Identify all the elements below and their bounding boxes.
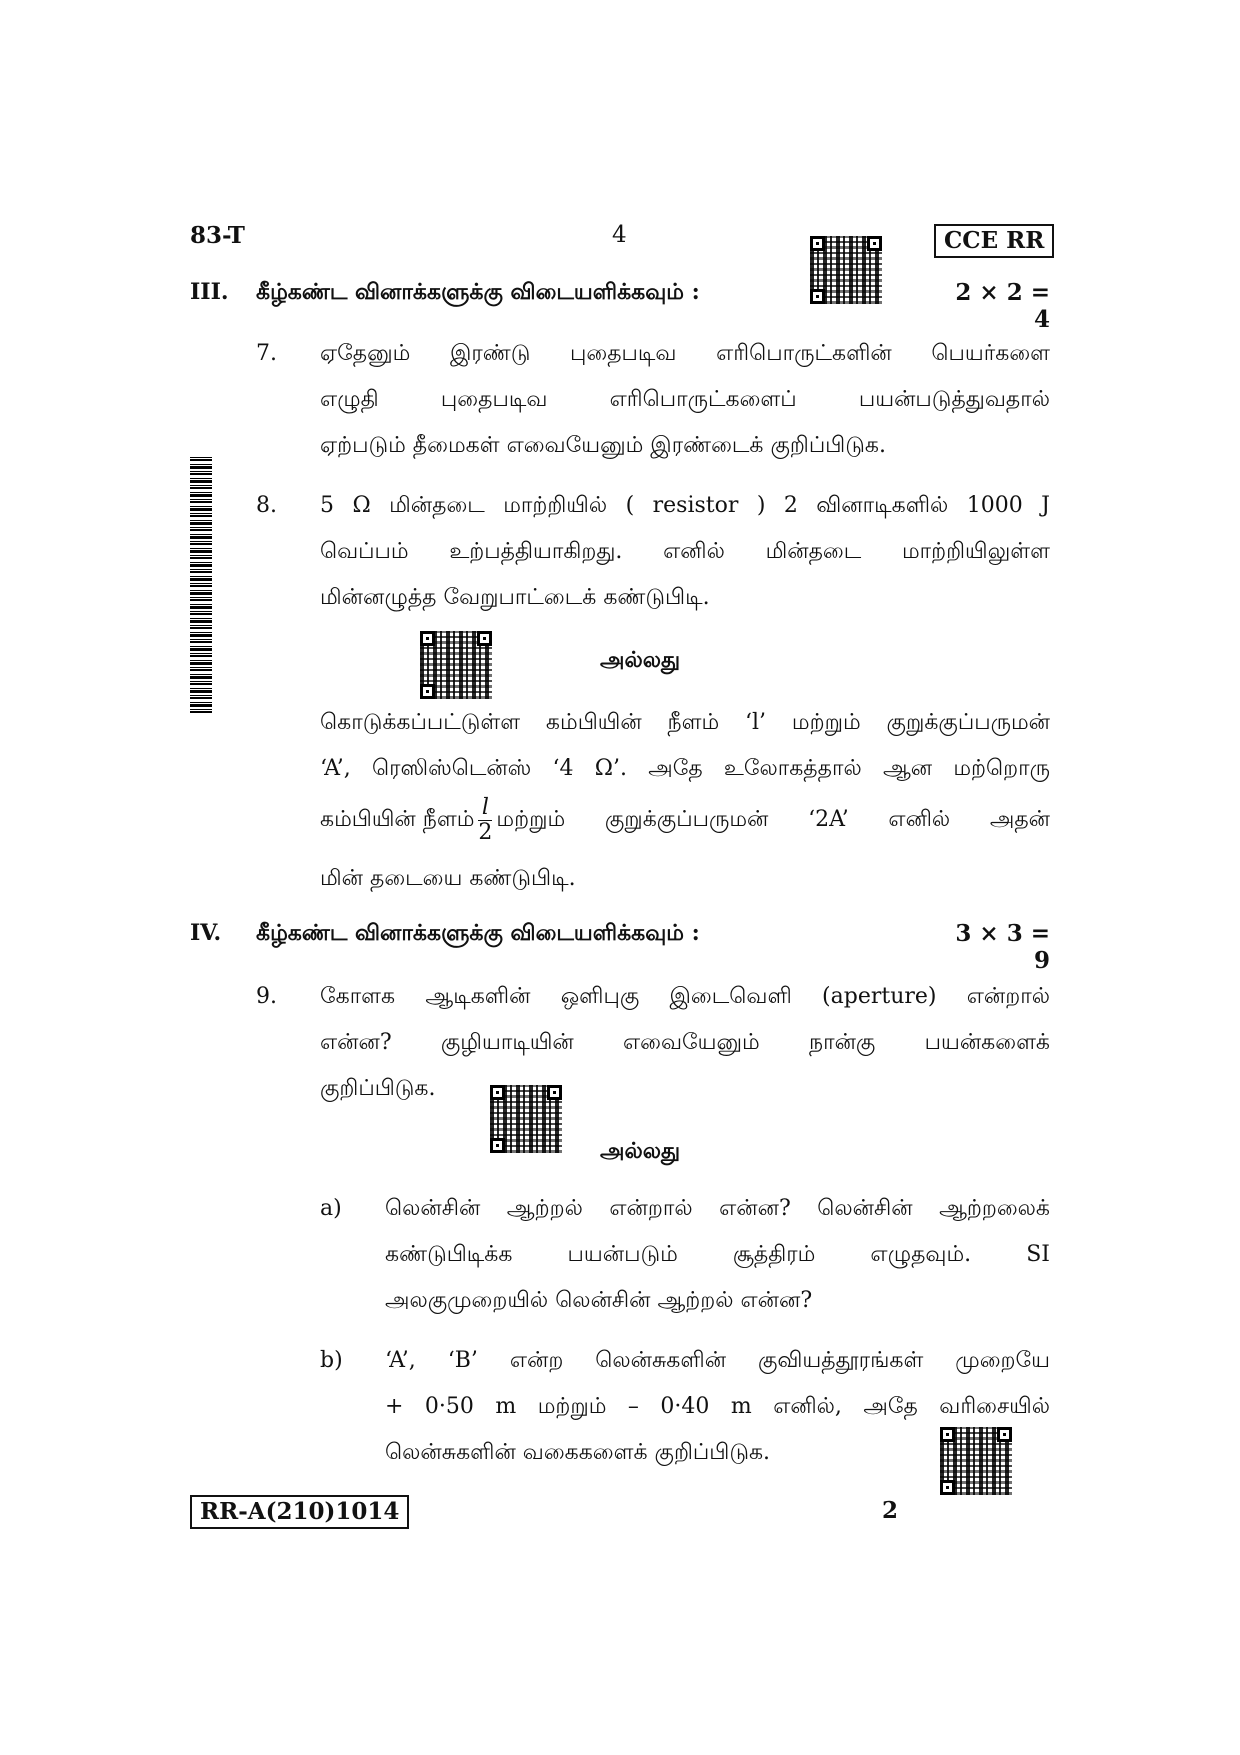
part-b-line: ‘A’, ‘B’ என்ற லென்சுகளின் குவியத்தூரங்கள் முறையே xyxy=(385,1348,1050,1373)
section-3-marks: 2 × 2 = 4 xyxy=(955,279,1050,333)
fraction-numerator: l xyxy=(478,796,492,821)
question-9-text xyxy=(320,974,1050,1112)
barcode-icon xyxy=(190,457,212,713)
question-8-alt-fraction-line xyxy=(320,792,1050,848)
fraction-l-over-2 xyxy=(478,796,492,845)
question-8-alt-text-before-fraction: கம்பியின் நீளம் xyxy=(320,807,475,832)
question-8-alt-text xyxy=(320,700,1050,902)
question-9-line: கோளக ஆடிகளின் ஒளிபுகு இடைவெளி (aperture) என்றால் xyxy=(320,984,1050,1009)
question-9-line: என்ன? குழியாடியின் எவையேனும் நான்கு பயன்களைக் xyxy=(320,1030,1050,1055)
question-8-alt-line: மின் தடையை கண்டுபிடி. xyxy=(320,866,576,891)
question-8-alt-line: கொடுக்கப்பட்டுள்ள கம்பியின் நீளம் ‘l’ மற்றும் குறுக்குப்பருமன் xyxy=(320,710,1050,735)
question-7-line: எழுதி புதைபடிவ எரிபொருட்களைப் பயன்படுத்துவதால் xyxy=(320,387,1050,412)
sheet-number: 2 xyxy=(882,1497,899,1524)
or-label: அல்லது xyxy=(600,647,681,673)
question-8-number: 8. xyxy=(256,493,277,518)
scheme-badge: CCE RR xyxy=(934,224,1054,258)
question-8-alt-line: ‘A’, ரெஸிஸ்டென்ஸ் ‘4 Ω’. அதே உலோகத்தால் ஆன மற்றொரு xyxy=(320,756,1050,781)
section-3-instruction: கீழ்கண்ட வினாக்களுக்கு விடையளிக்கவும் : xyxy=(256,279,700,305)
question-7-text xyxy=(320,331,1050,469)
question-8-line: மின்னழுத்த வேறுபாட்டைக் கண்டுபிடி. xyxy=(320,585,710,610)
or-label: அல்லது xyxy=(600,1138,681,1164)
part-b-label: b) xyxy=(320,1348,343,1373)
part-b-line: + 0·50 m மற்றும் – 0·40 m எனில், அதே வரிசையில் xyxy=(385,1394,1050,1419)
question-8-line: வெப்பம் உற்பத்தியாகிறது. எனில் மின்தடை மாற்றியிலுள்ள xyxy=(320,539,1050,564)
qr-code-icon xyxy=(420,631,492,699)
question-7-number: 7. xyxy=(256,341,277,366)
question-9-number: 9. xyxy=(256,984,277,1009)
section-4-marks: 3 × 3 = 9 xyxy=(955,920,1050,974)
part-a-line: லென்சின் ஆற்றல் என்றால் என்ன? லென்சின் ஆற்றலைக் xyxy=(385,1196,1050,1221)
question-7-line: ஏற்படும் தீமைகள் எவையேனும் இரண்டைக் குறிப்பிடுக. xyxy=(320,433,886,458)
question-8-alt-text-after-fraction: மற்றும் குறுக்குப்பருமன் ‘2A’ எனில் அதன் xyxy=(496,807,1050,832)
question-8-text xyxy=(320,483,1050,621)
page-number: 4 xyxy=(612,222,627,248)
part-a-line: அலகுமுறையில் லென்சின் ஆற்றல் என்ன? xyxy=(385,1288,813,1313)
qr-code-icon xyxy=(810,236,882,304)
footer-code: RR-A(210)1014 xyxy=(190,1495,409,1529)
question-7-line: ஏதேனும் இரண்டு புதைபடிவ எரிபொருட்களின் பெயர்களை xyxy=(320,341,1050,366)
section-3-roman: III. xyxy=(190,279,229,305)
question-8-line: 5 Ω மின்தடை மாற்றியில் ( resistor ) 2 வினாடிகளில் 1000 J xyxy=(320,493,1050,518)
question-9-line: குறிப்பிடுக. xyxy=(320,1076,436,1101)
section-4-instruction: கீழ்கண்ட வினாக்களுக்கு விடையளிக்கவும் : xyxy=(256,920,700,946)
paper-code: 83-T xyxy=(190,222,245,249)
part-a-line: கண்டுபிடிக்க பயன்படும் சூத்திரம் எழுதவும். SI xyxy=(385,1242,1050,1267)
part-b-line: லென்சுகளின் வகைகளைக் குறிப்பிடுக. xyxy=(385,1440,771,1465)
fraction-denominator: 2 xyxy=(478,819,493,845)
section-4-roman: IV. xyxy=(190,920,222,946)
part-b-text xyxy=(385,1338,1050,1476)
part-a-label: a) xyxy=(320,1196,342,1221)
part-a-text xyxy=(385,1186,1050,1324)
